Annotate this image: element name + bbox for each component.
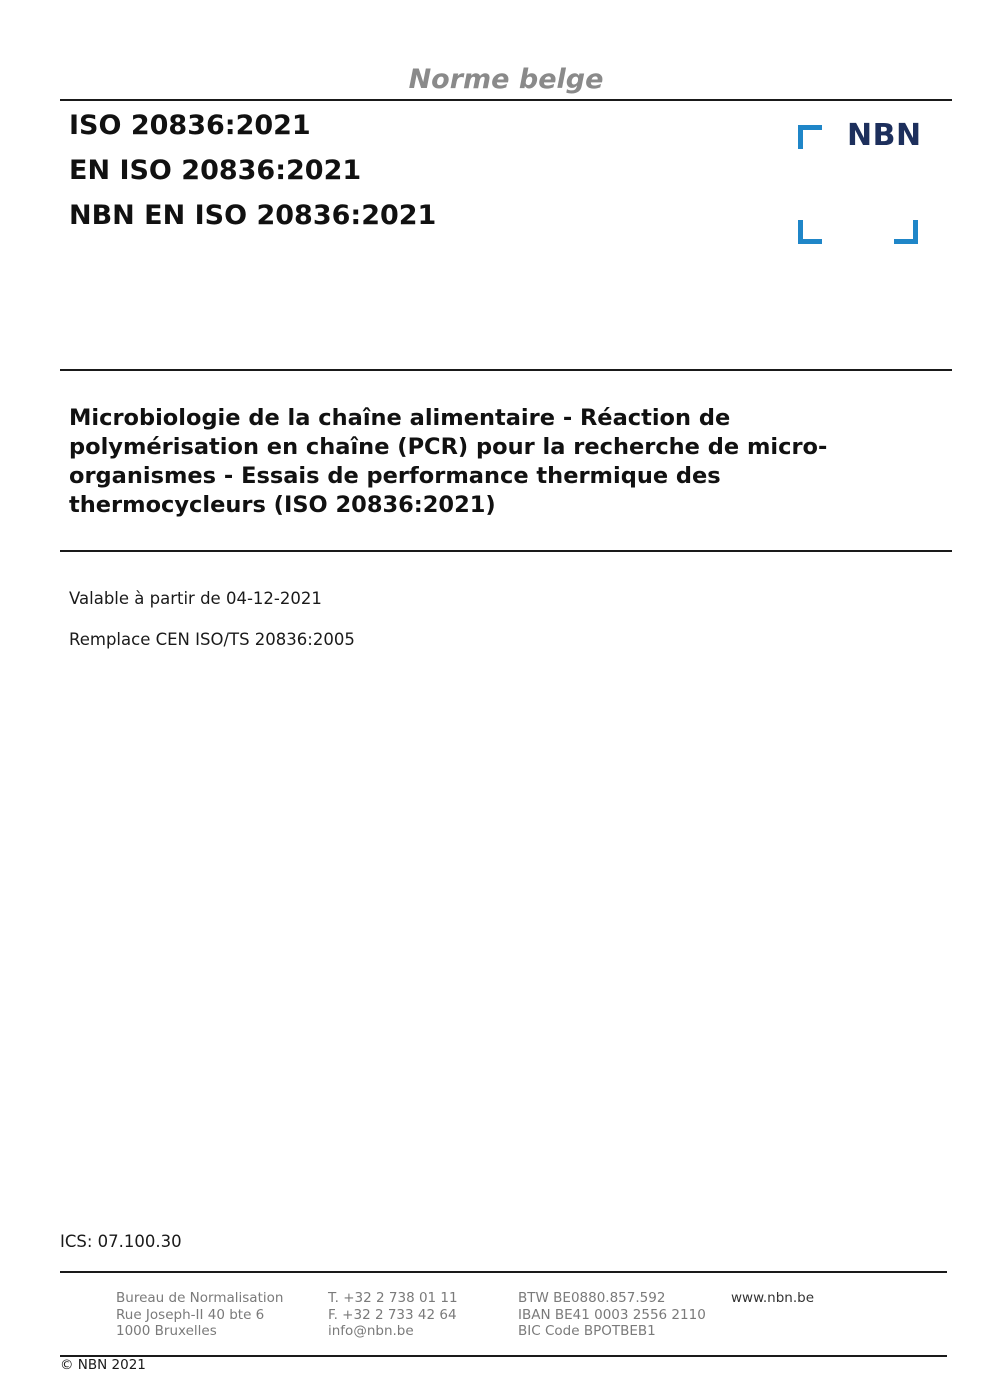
footer-bank — [518, 1290, 706, 1340]
header-divider — [60, 99, 952, 101]
title-line: thermocycleurs (ISO 20836:2021) — [69, 492, 496, 518]
ics-code: ICS: 07.100.30 — [60, 1232, 182, 1251]
title-line: Microbiologie de la chaîne alimentaire - Réaction de — [69, 405, 731, 431]
nbn-logo-text: NBN — [847, 118, 922, 153]
title-top-divider — [60, 369, 952, 371]
copyright: © NBN 2021 — [60, 1357, 146, 1373]
logo-corner-top-left-v — [798, 125, 803, 149]
logo-corner-bottom-left-h — [798, 239, 822, 244]
footer-contact — [328, 1290, 458, 1340]
footer-address — [116, 1290, 283, 1340]
document-title — [69, 404, 909, 520]
footer-phone: T. +32 2 738 01 11 — [328, 1290, 458, 1306]
validity-date: Valable à partir de 04-12-2021 — [69, 589, 322, 608]
footer-website[interactable] — [731, 1290, 814, 1307]
footer-vat: BTW BE0880.857.592 — [518, 1290, 666, 1306]
title-line: organismes - Essais de performance thermique des — [69, 463, 721, 489]
standard-code-iso: ISO 20836:2021 — [69, 110, 311, 141]
replaces-standard: Remplace CEN ISO/TS 20836:2005 — [69, 630, 355, 649]
footer-bic: BIC Code BPOTBEB1 — [518, 1323, 656, 1339]
footer-email[interactable]: info@nbn.be — [328, 1323, 414, 1339]
logo-corner-bottom-right-h — [894, 239, 918, 244]
standard-code-en: EN ISO 20836:2021 — [69, 155, 362, 186]
footer-iban: IBAN BE41 0003 2556 2110 — [518, 1306, 706, 1323]
title-bottom-divider — [60, 550, 952, 552]
header-label: Norme belge — [408, 64, 604, 95]
footer-website-link[interactable]: www.nbn.be — [731, 1290, 815, 1306]
footer-address-line: 1000 Bruxelles — [116, 1323, 217, 1339]
footer-fax: F. +32 2 733 42 64 — [328, 1306, 457, 1323]
footer-address-line: Rue Joseph-II 40 bte 6 — [116, 1306, 265, 1323]
standard-code-nbn: NBN EN ISO 20836:2021 — [69, 200, 437, 231]
footer-top-divider — [60, 1271, 947, 1273]
footer-bottom-divider — [60, 1355, 947, 1357]
title-line: polymérisation en chaîne (PCR) pour la recherche de micro- — [69, 434, 828, 460]
footer-address-line: Bureau de Normalisation — [116, 1290, 284, 1306]
